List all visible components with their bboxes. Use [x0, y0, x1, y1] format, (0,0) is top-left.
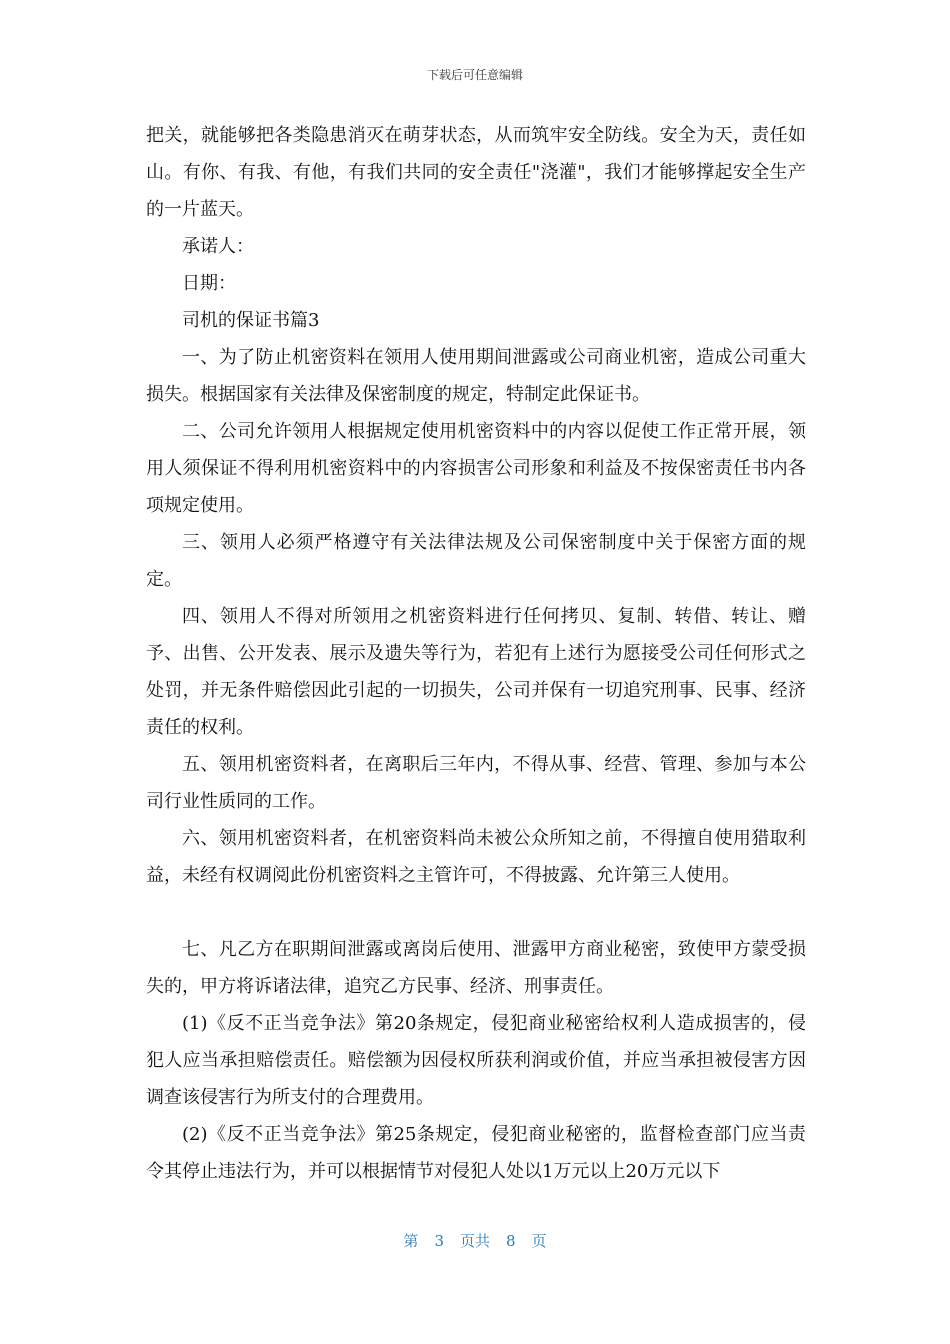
footer-page-word: 第 — [403, 1232, 419, 1250]
document-body — [146, 117, 806, 1190]
header-text: 下载后可任意编辑 — [426, 68, 523, 82]
clause-3: 三、领用人必须严格遵守有关法律法规及公司保密制度中关于保密方面的规定。 — [146, 532, 806, 590]
clause-4: 四、领用人不得对所领用之机密资料进行任何拷贝、复制、转借、转让、赠予、出售、公开发表、展示及遗失等行为，若犯有上述行为愿接受公司任何形式之处罚，并无条件赔偿因此引起的一切损失，公司并保有一切追究刑事、民事、经济责任的权利。 — [146, 606, 806, 738]
paragraph-continuation: 把关，就能够把各类隐患消灭在萌芽状态，从而筑牢安全防线。安全为天，责任如山。有你、有我、有他，有我们共同的安全责任"浇灌"，我们才能够撑起安全生产的一片蓝天。 — [146, 125, 806, 220]
footer-total-word: 页共 — [459, 1232, 490, 1250]
page-footer — [0, 1230, 950, 1251]
page-header — [0, 66, 950, 83]
clause-6: 六、领用机密资料者，在机密资料尚未被公众所知之前，不得擅自使用猎取利益，未经有权调阅此份机密资料之主管许可，不得披露、允许第三人使用。 — [146, 828, 806, 886]
footer-current-page: 3 — [434, 1232, 444, 1250]
clause-7-item-1: (1)《反不正当竞争法》第20条规定，侵犯商业秘密给权利人造成损害的，侵犯人应当承担赔偿责任。赔偿额为因侵权所获利润或价值，并应当承担被侵害方因调查该侵害行为所支付的合理费用。 — [146, 1013, 806, 1108]
clause-1: 一、为了防止机密资料在领用人使用期间泄露或公司商业机密，造成公司重大损失。根据国家有关法律及保密制度的规定，特制定此保证书。 — [146, 347, 806, 405]
signatory-label: 承诺人： — [182, 236, 254, 257]
clause-7-item-2: (2)《反不正当竞争法》第25条规定，侵犯商业秘密的，监督检查部门应当责令其停止违法行为，并可以根据情节对侵犯人处以1万元以上20万元以下 — [146, 1124, 806, 1182]
clause-7: 七、凡乙方在职期间泄露或离岗后使用、泄露甲方商业秘密，致使甲方蒙受损失的，甲方将诉诸法律，追究乙方民事、经济、刑事责任。 — [146, 939, 806, 997]
footer-total-pages: 8 — [506, 1232, 516, 1250]
section-title: 司机的保证书篇3 — [182, 310, 320, 331]
date-label: 日期： — [182, 273, 236, 294]
clause-5: 五、领用机密资料者，在离职后三年内，不得从事、经营、管理、参加与本公司行业性质同的工作。 — [146, 754, 806, 812]
clause-2: 二、公司允许领用人根据规定使用机密资料中的内容以促使工作正常开展，领用人须保证不得利用机密资料中的内容损害公司形象和利益及不按保密责任书内各项规定使用。 — [146, 421, 806, 516]
footer-end-word: 页 — [531, 1232, 547, 1250]
